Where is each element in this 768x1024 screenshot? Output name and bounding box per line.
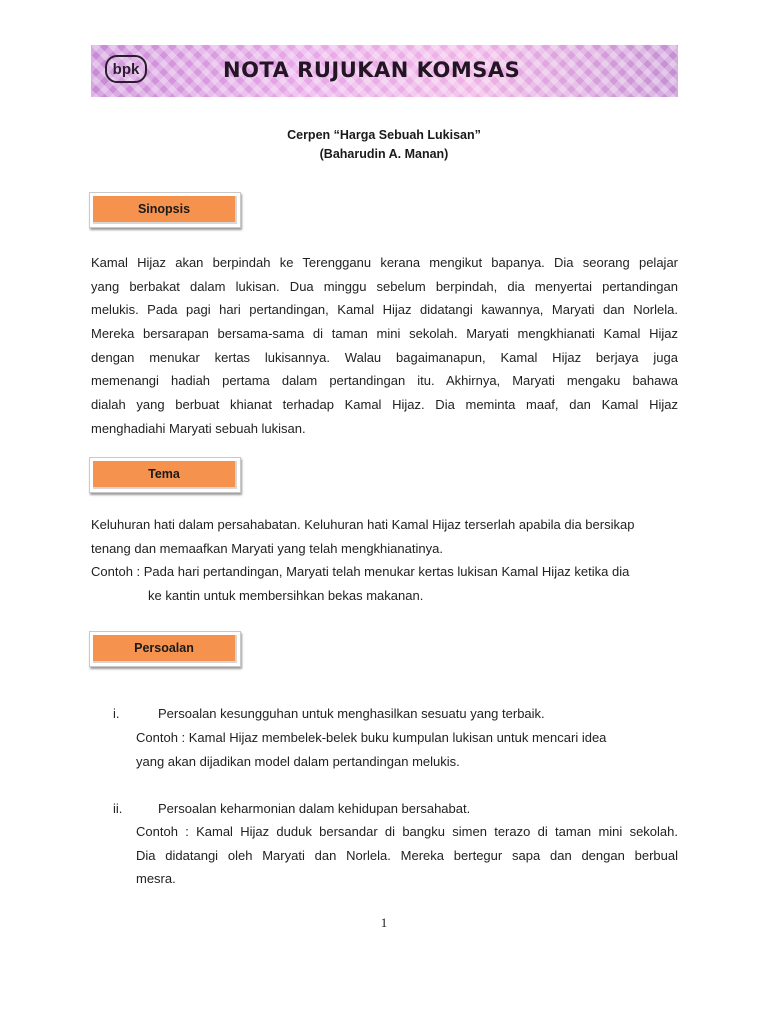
- list-item-example: yang akan dijadikan model dalam pertandingan melukis.: [136, 754, 460, 769]
- list-item-example-block: [136, 820, 678, 891]
- list-item-title: Persoalan kesungguhan untuk menghasilkan sesuatu yang terbaik.: [158, 706, 545, 721]
- banner-title: NOTA RUJUKAN KOMSAS: [223, 58, 521, 82]
- sinopsis-paragraph: [91, 251, 678, 441]
- section-heading-label: Sinopsis: [93, 196, 237, 224]
- text-line: Kamal Hijaz akan berpindah ke Terengganu kerana mengikut bapanya. Dia seorang pelajar: [91, 255, 678, 270]
- list-item-number: ii.: [113, 801, 123, 816]
- text-line: dengan menukar kertas lukisannya. Walau bagaimanapun, Kamal Hijaz berjaya juga: [91, 349, 678, 365]
- section-heading-label: Persoalan: [93, 635, 237, 663]
- text-line: mesra.: [136, 871, 176, 887]
- section-heading-persoalan: [89, 631, 241, 667]
- text-line: memenangi hadiah pertama dalam pertandingan itu. Akhirnya, Maryati mengaku bahawa: [91, 373, 678, 389]
- tema-paragraph: [91, 513, 678, 608]
- text-line: tenang dan memaafkan Maryati yang telah mengkhianatinya.: [91, 540, 443, 556]
- text-line: Contoh : Pada hari pertandingan, Maryati telah menukar kertas lukisan Kamal Hijaz ketika dia: [91, 564, 630, 580]
- bpk-logo: bpk: [105, 55, 147, 83]
- list-item-example: Contoh : Kamal Hijaz membelek-belek buku kumpulan lukisan untuk mencari idea: [136, 730, 607, 745]
- section-heading-sinopsis: [89, 192, 241, 228]
- header-banner: [91, 45, 678, 97]
- text-line: menghadiahi Maryati sebuah lukisan.: [91, 420, 306, 436]
- section-heading-tema: [89, 457, 241, 493]
- text-line: Dia didatangi oleh Maryati dan Norlela. Mereka bertegur sapa dan dengan berbual: [136, 847, 678, 863]
- text-line: dialah yang berbuat khianat terhadap Kamal Hijaz. Dia meminta maaf, dan Kamal Hijaz: [91, 397, 678, 413]
- text-line: yang berbakat dalam lukisan. Dua minggu sebelum berpindah, dia menyertai pertandingan: [91, 278, 678, 294]
- text-line: Keluhuran hati dalam persahabatan. Keluhuran hati Kamal Hijaz terserlah apabila dia bersikap: [91, 517, 635, 532]
- page-number: 1: [380, 915, 388, 930]
- text-line: Mereka bersarapan bersama-sama di taman mini sekolah. Maryati mengkhianati Kamal Hijaz: [91, 326, 678, 342]
- text-line: melukis. Pada pagi hari pertandingan, Kamal Hijaz didatangi kawannya, Maryati dan Norlela.: [91, 302, 678, 318]
- doc-title: Cerpen “Harga Sebuah Lukisan”: [287, 128, 481, 142]
- doc-author: (Baharudin A. Manan): [319, 147, 449, 161]
- text-line: ke kantin untuk membersihkan bekas makanan.: [148, 588, 424, 604]
- list-item-title: Persoalan keharmonian dalam kehidupan bersahabat.: [158, 801, 471, 816]
- section-heading-label: Tema: [93, 461, 237, 489]
- list-item-number: i.: [113, 706, 120, 721]
- text-line: Contoh : Kamal Hijaz duduk bersandar di bangku simen terazo di taman mini sekolah.: [136, 824, 678, 839]
